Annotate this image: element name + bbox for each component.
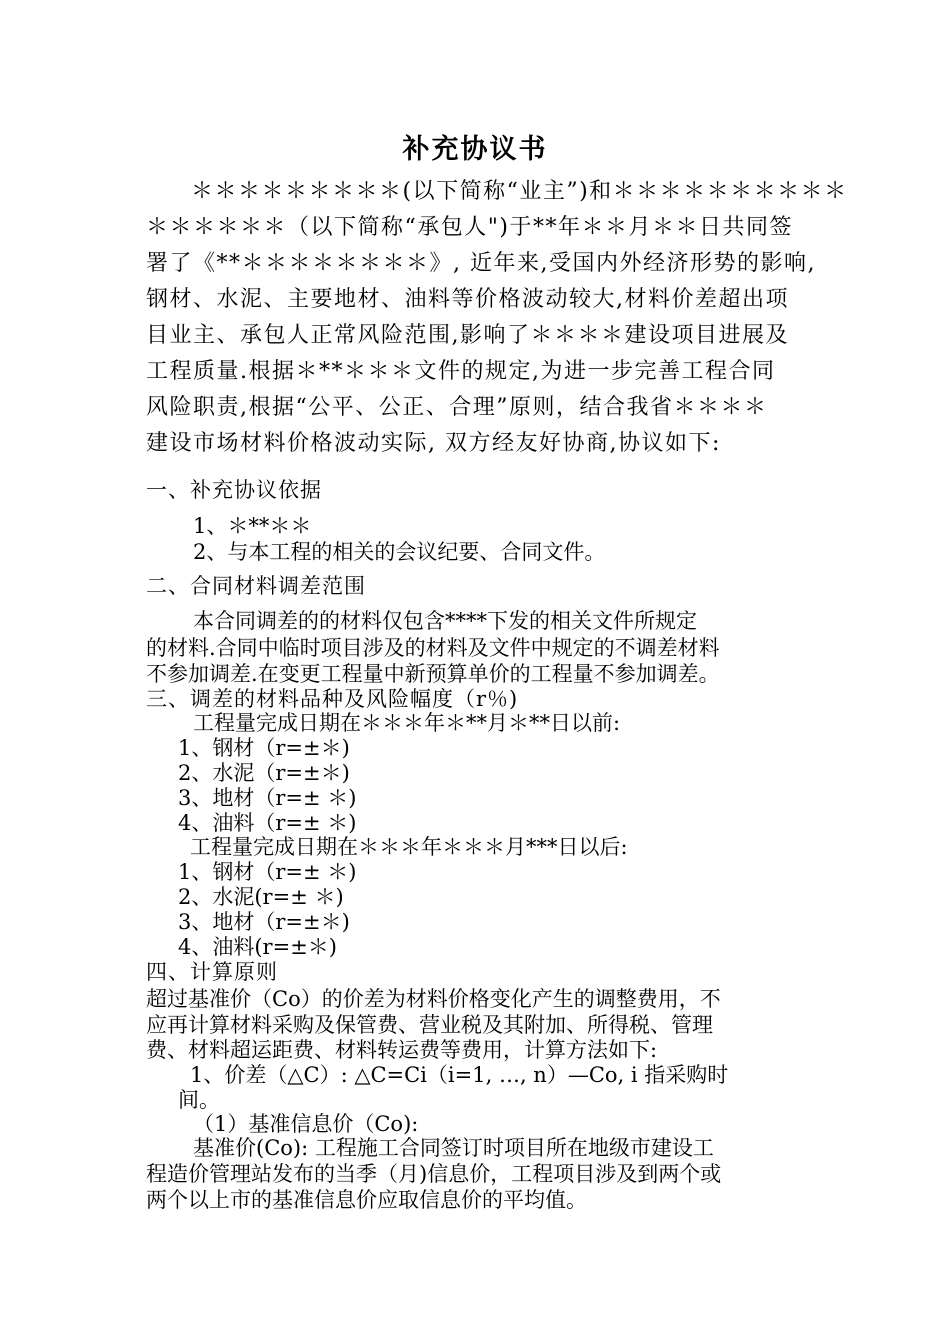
section-heading: 一、补充协议依据 [146, 478, 322, 502]
list-item: 1、钢材（r=±＊) [178, 736, 350, 760]
paragraph-line: 费、材料超运距费、材料转运费等费用，计算方法如下: [146, 1038, 658, 1062]
intro-line: ＊＊＊＊＊＊＊＊＊(以下简称“业主”)和＊＊＊＊＊＊＊＊＊＊ [191, 179, 848, 204]
list-item: 4、油料(r=±＊) [178, 935, 337, 959]
date-condition: 工程量完成日期在＊＊＊年＊＊＊月***日以后: [190, 835, 628, 859]
paragraph-line: 两个以上市的基准信息价应取信息价的平均值。 [146, 1188, 587, 1212]
intro-line: 风险职责,根据“公平、公正、合理”原则，结合我省＊＊＊＊ [146, 395, 768, 420]
formula-line: 间。 [178, 1088, 220, 1112]
paragraph-line: 超过基准价（Co）的价差为材料价格变化产生的调整费用，不 [146, 987, 721, 1011]
intro-line: 工程质量.根据＊**＊＊＊文件的规定,为进一步完善工程合同 [146, 359, 776, 384]
section-heading: 四、计算原则 [146, 960, 278, 984]
list-item: 3、地材（r=±＊) [178, 910, 350, 934]
paragraph-line: 程造价管理站发布的当季（月)信息价，工程项目涉及到两个或 [146, 1162, 722, 1186]
paragraph-line: 不参加调差.在变更工程量中新预算单价的工程量不参加调差。 [146, 662, 720, 686]
intro-line: 建设市场材料价格波动实际, 双方经友好协商,协议如下: [146, 431, 721, 456]
paragraph-line: 的材料.合同中临时项目涉及的材料及文件中规定的不调差材料 [146, 636, 720, 660]
paragraph-line: 应再计算材料采购及保管费、营业税及其附加、所得税、管理 [146, 1013, 713, 1037]
sub-heading: （1）基准信息价（Co): [193, 1112, 419, 1136]
paragraph-line: 本合同调差的的材料仅包含****下发的相关文件所规定 [193, 609, 697, 633]
list-item: 4、油料（r=± ＊) [178, 811, 357, 835]
date-condition: 工程量完成日期在＊＊＊年＊**月＊**日以前: [193, 711, 621, 735]
intro-line: 署了《**＊＊＊＊＊＊＊＊》, 近年来,受国内外经济形势的影响, [146, 251, 816, 276]
intro-line: 钢材、水泥、主要地材、油料等价格波动较大,材料价差超出项 [146, 287, 789, 312]
list-item: 1、钢材（r=± ＊) [178, 860, 357, 884]
intro-line: 目业主、承包人正常风险范围,影响了＊＊＊＊建设项目进展及 [146, 323, 789, 348]
list-item: 3、地材（r=± ＊) [178, 786, 357, 810]
document-title: 补充协议书 [402, 134, 548, 165]
section-heading: 三、调差的材料品种及风险幅度（r％) [146, 687, 519, 711]
list-item: 2、水泥（r=±＊) [178, 761, 350, 785]
section-heading: 二、合同材料调差范围 [146, 574, 366, 598]
list-item: 1、＊**＊＊ [193, 514, 312, 538]
list-item: 2、水泥(r=± ＊) [178, 885, 344, 909]
paragraph-line: 基准价(Co): 工程施工合同签订时项目所在地级市建设工 [193, 1136, 714, 1160]
list-item: 2、与本工程的相关的会议纪要、合同文件。 [193, 540, 606, 564]
intro-line: ＊＊＊＊＊＊（以下简称“承包人")于**年＊＊月＊＊日共同签 [146, 215, 793, 240]
formula-line: 1、价差（△C）: △C=Ci（i=1, …, n）—Co, i 指采购时 [190, 1063, 729, 1087]
